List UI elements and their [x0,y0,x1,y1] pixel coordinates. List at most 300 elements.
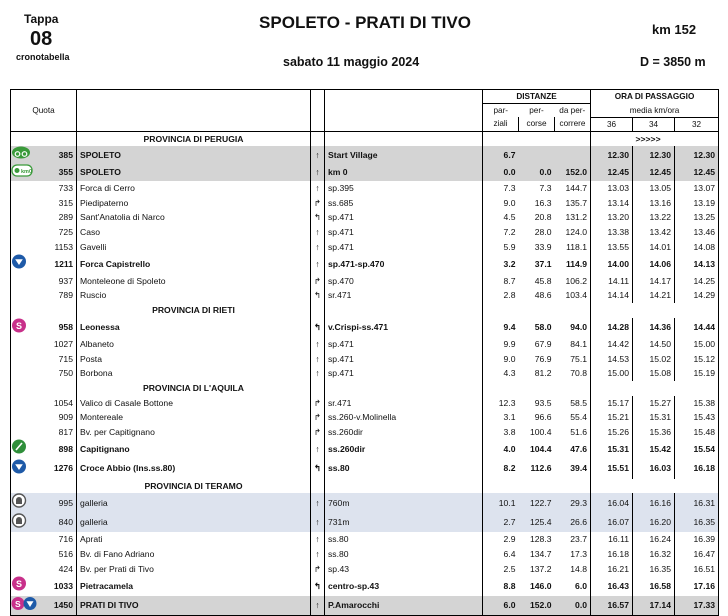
location: galleria [77,493,311,513]
location: Borbona [77,366,311,381]
direction-arrow-icon: ↱ [311,196,325,211]
time-34: 14.50 [633,337,675,352]
time-32: 16.47 [675,547,719,562]
road: ss.260dir [325,425,483,440]
quota: 424 [37,562,77,577]
direction-arrows [633,381,719,396]
elevation-gain: D = 3850 m [640,55,706,69]
distanza-da-percorrere: 144.7 [555,181,591,196]
distanza-parziale: 6.4 [503,548,516,559]
quota: 716 [37,532,77,547]
distanza-da-percorrere: 47.6 [555,439,591,459]
time-32: 14.25 [675,274,719,289]
location: galleria [77,513,311,533]
distanza-da-percorrere [555,146,591,164]
time-32: 16.31 [675,493,719,513]
direction-arrow-icon: ↑ [311,439,325,459]
time-34: 16.24 [633,532,675,547]
table-row [11,196,719,211]
table-row [11,164,719,182]
location: Capitignano [77,439,311,459]
time-34: 17.14 [633,596,675,616]
location: Gavelli [77,240,311,255]
time-36: 14.11 [591,274,633,289]
time-34: 13.42 [633,225,675,240]
distanze-header: DISTANZE [483,90,591,104]
direction-arrow-icon: ↰ [311,576,325,596]
quota: 1153 [37,240,77,255]
distanza-percorsa: 48.6 [534,290,552,301]
location: Sant'Anatolia di Narco [77,210,311,225]
tunnel-icon [11,513,27,528]
svg-text:km0: km0 [21,168,33,175]
location: Ruscio [77,288,311,303]
distanza-parziale: 12.3 [498,397,516,408]
distanza-percorsa: 122.7 [519,493,555,513]
distanza-da-percorrere: 23.7 [555,532,591,547]
road: ss.80 [325,459,483,479]
location: Posta [77,352,311,367]
time-36: 14.53 [591,352,633,367]
distanza-percorsa: 45.8 [534,275,552,286]
road: P.Amarocchi [325,596,483,616]
table-row [11,547,719,562]
distanza-parziale: 3.8 [503,426,516,437]
time-32: 14.08 [675,240,719,255]
time-36: 13.20 [591,210,633,225]
location: Aprati [77,532,311,547]
table-row [11,274,719,289]
table-row [11,596,719,616]
time-32: 14.44 [675,318,719,338]
direction-arrow-icon: ↑ [311,254,325,274]
distanza-percorsa: 100.4 [529,426,552,437]
quota: 516 [37,547,77,562]
direction-arrow-icon: ↰ [311,318,325,338]
province-row [11,381,719,396]
location: Valico di Casale Bottone [77,396,311,411]
quota: 715 [37,352,77,367]
direction-arrow-icon: ↰ [311,459,325,479]
direction-arrow-icon: ↱ [311,410,325,425]
location: Albaneto [77,337,311,352]
time-36: 13.55 [591,240,633,255]
province-name: PROVINCIA DI TERAMO [77,479,311,494]
quota: 1054 [37,396,77,411]
distanza-parziale: 2.7 [483,513,519,533]
distanza-parziale: 9.0 [503,197,516,208]
quota: 909 [37,410,77,425]
percorse-header-2: corse [519,117,555,131]
distanza-da-percorrere: 106.2 [555,274,591,289]
time-34: 13.05 [633,181,675,196]
direction-arrow-icon: ↑ [311,352,325,367]
road: ss.80 [325,547,483,562]
direction-arrow-icon: ↱ [311,396,325,411]
table-row [11,425,719,440]
distanza-parziale: 7.3 [503,183,516,194]
distanza-da-percorrere: 17.3 [555,547,591,562]
stage-date: sabato 11 maggio 2024 [283,55,420,69]
road: centro-sp.43 [325,576,483,596]
distanza-parziale: 4.3 [503,368,516,379]
direction-arrow-icon: ↑ [311,146,325,164]
direction-arrow-icon: ↑ [311,337,325,352]
quota: 1033 [37,576,77,596]
location: Piedipaterno [77,196,311,211]
direction-arrow-icon: ↱ [311,425,325,440]
road: sp.471 [325,225,483,240]
time-36: 16.07 [591,513,633,533]
road: sp.43 [325,562,483,577]
quota: 937 [37,274,77,289]
road: ss.260dir [325,439,483,459]
road: sp.471 [325,337,483,352]
time-34: 16.03 [633,459,675,479]
direction-arrow-icon: ↑ [311,366,325,381]
time-36: 15.00 [591,366,633,381]
quota: 289 [37,210,77,225]
time-32: 15.48 [675,425,719,440]
distanza-percorsa: 58.0 [534,322,552,333]
quota: 725 [37,225,77,240]
direction-arrow-icon: ↑ [311,181,325,196]
table-row [11,254,719,274]
time-32: 13.25 [675,210,719,225]
road: sr.471 [325,396,483,411]
distanza-percorsa: 20.8 [534,212,552,223]
road: sp.471-sp.470 [325,254,483,274]
time-36: 16.18 [591,547,633,562]
table-row [11,210,719,225]
road: ss.685 [325,196,483,211]
distanza-parziale: 8.2 [503,463,516,474]
quota: 750 [37,366,77,381]
direction-arrow-icon: ↑ [311,240,325,255]
province-name: PROVINCIA DI RIETI [77,303,311,318]
time-32: 15.38 [675,396,719,411]
road: ss.260-v.Molinella [325,410,483,425]
table-row [11,396,719,411]
road: v.Crispi-ss.471 [325,318,483,338]
time-36: 15.26 [591,425,633,440]
direction-arrow-icon: ↑ [311,164,325,182]
da-percorrere-header-2: correre [555,117,591,131]
province-row [11,479,719,494]
time-32: 15.19 [675,366,719,381]
distanza-percorsa: 134.7 [529,548,552,559]
svg-text:S: S [16,320,23,331]
location: Forca Capistrello [77,254,311,274]
road: 760m [325,493,483,513]
distanza-da-percorrere: 26.6 [555,513,591,533]
speed-36-header: 36 [591,117,633,131]
time-34: 16.35 [633,562,675,577]
media-header: media km/ora [591,104,719,118]
road: sr.471 [325,288,483,303]
time-34: 15.31 [633,410,675,425]
direction-arrow-icon: ↑ [311,493,325,513]
distanza-da-percorrere: 118.1 [555,240,591,255]
da-percorrere-header: da per- [555,104,591,118]
feed-zone-icon [11,439,27,454]
time-34: 16.20 [633,513,675,533]
km0-icon [11,164,33,177]
distanza-parziale: 6.0 [483,596,519,616]
time-34: 14.01 [633,240,675,255]
time-36: 14.42 [591,337,633,352]
location: Bv. per Prati di Tivo [77,562,311,577]
table-row [11,366,719,381]
quota: 385 [37,146,77,164]
time-36: 16.43 [591,576,633,596]
time-34: 16.16 [633,493,675,513]
speed-32-header: 32 [675,117,719,131]
location: Forca di Cerro [77,181,311,196]
distanza-da-percorrere: 135.7 [555,196,591,211]
distanza-parziale: 3.2 [503,258,516,269]
road: Start Village [325,146,483,164]
direction-arrow-icon: ↰ [311,288,325,303]
distanza-percorsa: 7.3 [539,183,552,194]
time-32: 16.18 [675,459,719,479]
time-32: 17.16 [675,576,719,596]
distanza-da-percorrere: 75.1 [555,352,591,367]
sprint-icon [11,318,27,333]
time-34: 13.16 [633,196,675,211]
road: sp.395 [325,181,483,196]
time-32: 13.19 [675,196,719,211]
distanza-percorsa: 152.0 [519,596,555,616]
time-32: 15.54 [675,439,719,459]
distanza-percorsa: 81.2 [534,368,552,379]
quota: 1211 [37,254,77,274]
table-row [11,493,719,513]
direction-arrow-icon: ↱ [311,274,325,289]
time-34: 15.08 [633,366,675,381]
distanza-percorsa: 128.3 [529,534,552,545]
ora-passaggio-header: ORA DI PASSAGGIO [591,90,719,104]
tunnel-icon [11,493,27,508]
mountain-gpm-icon [11,459,27,474]
time-34: 15.02 [633,352,675,367]
time-34: 14.06 [633,254,675,274]
time-34: 16.32 [633,547,675,562]
time-36: 12.30 [591,146,633,164]
direction-arrows [633,479,719,494]
time-36: 15.21 [591,410,633,425]
time-32: 15.43 [675,410,719,425]
quota: 958 [37,318,77,338]
quota: 733 [37,181,77,196]
distanza-percorsa: 137.2 [529,563,552,574]
distanza-da-percorrere: 114.9 [555,254,591,274]
table-row [11,337,719,352]
quota: 355 [37,164,77,182]
distanza-da-percorrere: 131.2 [555,210,591,225]
distanza-da-percorrere: 70.8 [555,366,591,381]
quota: 840 [37,513,77,533]
table-row [11,532,719,547]
quota: 1450 [37,596,77,616]
distanza-da-percorrere: 39.4 [555,459,591,479]
distanza-da-percorrere: 103.4 [555,288,591,303]
distanza-parziale: 10.1 [483,493,519,513]
time-36: 12.45 [591,164,633,182]
province-row [11,303,719,318]
distanza-da-percorrere: 84.1 [555,337,591,352]
time-36: 16.21 [591,562,633,577]
distanza-percorsa: 28.0 [534,227,552,238]
location: Pietracamela [77,576,311,596]
time-36: 16.57 [591,596,633,616]
time-34: 13.22 [633,210,675,225]
svg-text:S: S [16,579,23,590]
parziali-header: par- [493,106,509,115]
direction-arrow-icon: ↑ [311,225,325,240]
table-row [11,288,719,303]
speed-34-header: 34 [633,117,675,131]
quota: 315 [37,196,77,211]
tappa-number: 08 [30,28,53,50]
direction-arrow-icon: ↑ [311,513,325,533]
distanza-parziale: 4.5 [503,212,516,223]
distanza-parziale: 8.7 [503,275,516,286]
time-32: 12.45 [675,164,719,182]
time-34: 12.30 [633,146,675,164]
time-34: 14.21 [633,288,675,303]
time-36: 14.14 [591,288,633,303]
direction-arrow-icon: ↰ [311,210,325,225]
distanza-percorsa: 96.6 [534,412,552,423]
table-row [11,240,719,255]
distanza-parziale: 3.1 [503,412,516,423]
time-34: 15.27 [633,396,675,411]
distanza-da-percorrere: 14.8 [555,562,591,577]
distanza-percorsa: 146.0 [529,580,552,591]
finish-icon [11,596,37,611]
location: PRATI DI TIVO [77,596,311,616]
road: sp.471 [325,352,483,367]
location: SPOLETO [77,164,311,182]
distanza-da-percorrere: 6.0 [555,576,591,596]
start-icon [11,146,31,159]
road: ss.80 [325,532,483,547]
distanza-percorsa: 93.5 [534,397,552,408]
location: Leonessa [77,318,311,338]
quota: 995 [37,493,77,513]
distanza-parziale: 2.9 [503,534,516,545]
time-32: 15.00 [675,337,719,352]
time-32: 16.35 [675,513,719,533]
distanza-percorsa: 67.9 [534,339,552,350]
quota: 817 [37,425,77,440]
time-32: 16.51 [675,562,719,577]
road: km 0 [325,164,483,182]
distanza-parziale: 9.0 [503,353,516,364]
time-36: 15.51 [591,459,633,479]
road: sp.471 [325,210,483,225]
distanza-percorsa: 104.4 [529,443,552,454]
distanza-da-percorrere: 29.3 [555,493,591,513]
time-34: 12.45 [633,164,675,182]
table-row [11,459,719,479]
table-row [11,576,719,596]
svg-text:S: S [15,598,21,609]
time-34: 15.36 [633,425,675,440]
table-row [11,225,719,240]
location: Bv. di Fano Adriano [77,547,311,562]
road: 731m [325,513,483,533]
time-36: 14.00 [591,254,633,274]
distanza-parziale: 5.9 [503,241,516,252]
distanza-percorsa: 33.9 [534,241,552,252]
time-36: 15.17 [591,396,633,411]
parziali-header-2: ziali [483,117,519,131]
distanza-parziale: 4.0 [503,443,516,454]
distanza-da-percorrere: 51.6 [555,425,591,440]
distanza-da-percorrere: 124.0 [555,225,591,240]
location: Caso [77,225,311,240]
stage-distance: km 152 [652,22,697,37]
time-32: 16.39 [675,532,719,547]
distanza-percorsa: 112.6 [530,463,552,474]
direction-arrows: >>>>> [633,131,719,146]
distanza-percorsa [519,146,555,164]
stage-title: SPOLETO - PRATI DI TIVO [259,13,471,32]
table-row [11,439,719,459]
quota: 898 [37,439,77,459]
time-36: 16.11 [591,532,633,547]
distanza-parziale: 0.0 [483,164,519,182]
time-34: 15.42 [633,439,675,459]
direction-arrows [633,303,719,318]
time-36: 14.28 [591,318,633,338]
table-row [11,318,719,338]
province-row [11,131,719,146]
quota: 1027 [37,337,77,352]
time-36: 13.03 [591,181,633,196]
table-row [11,352,719,367]
distanza-parziale: 2.5 [503,563,516,574]
distanza-da-percorrere: 55.4 [555,410,591,425]
distanza-parziale: 2.8 [503,290,516,301]
distanza-percorsa: 0.0 [519,164,555,182]
road: sp.471 [325,366,483,381]
distanza-da-percorrere: 152.0 [555,164,591,182]
direction-arrow-icon: ↑ [311,532,325,547]
time-32: 12.30 [675,146,719,164]
percorse-header: per- [529,106,544,115]
mountain-gpm-icon [11,254,27,269]
distanza-parziale: 9.9 [503,339,516,350]
table-row [11,410,719,425]
time-32: 17.33 [675,596,719,616]
distanza-da-percorrere: 94.0 [555,318,591,338]
distanza-parziale: 6.7 [483,146,519,164]
time-32: 15.12 [675,352,719,367]
distanza-percorsa: 16.3 [534,197,552,208]
time-36: 15.31 [591,439,633,459]
time-36: 16.04 [591,493,633,513]
distanza-percorsa: 76.9 [534,353,552,364]
time-32: 14.29 [675,288,719,303]
province-name: PROVINCIA DI PERUGIA [77,131,311,146]
time-32: 13.46 [675,225,719,240]
distanza-parziale: 9.4 [503,322,516,333]
location: Bv. per Capitignano [77,425,311,440]
direction-arrow-icon: ↑ [311,596,325,616]
